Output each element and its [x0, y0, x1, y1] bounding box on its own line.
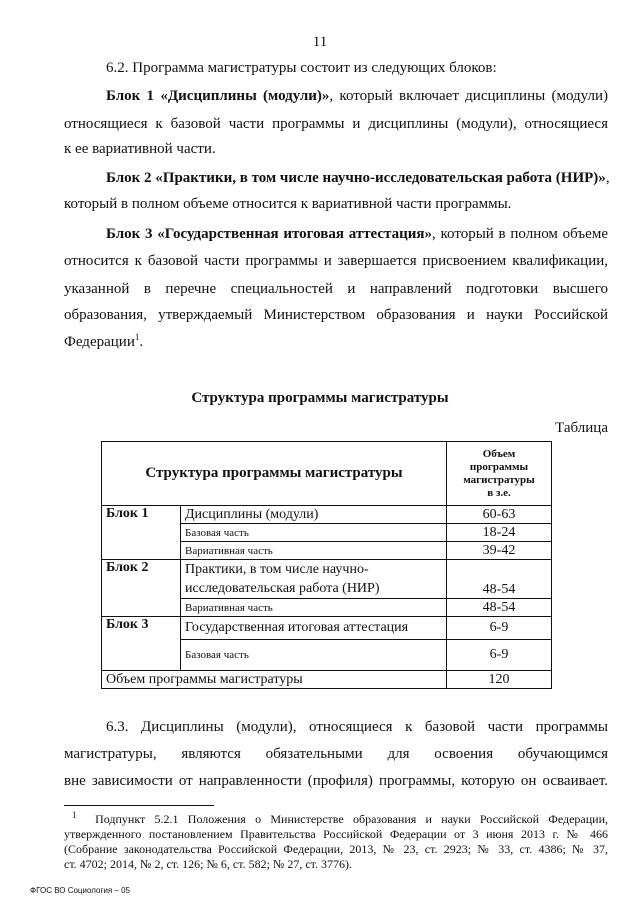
total-value: 120	[447, 671, 552, 689]
row-value: 48-54	[447, 599, 552, 617]
table-header-right	[447, 442, 552, 506]
row-name: Базовая часть	[181, 524, 447, 542]
table-row	[102, 560, 552, 599]
section-6-3-line3: вне зависимости от направленности (профиля) программы, которую он осваивает.	[64, 773, 608, 789]
block2-title: Блок 2 «Практики, в том числе научно-исследовательская работа (НИР)»	[106, 170, 606, 186]
block2-text: ,	[605, 170, 610, 186]
footnote-line1	[64, 812, 608, 827]
row-block-label: Блок 1	[102, 506, 181, 560]
row-name	[181, 560, 447, 599]
footnote	[64, 812, 608, 872]
footer-text: ФГОС ВО Социология – 05	[30, 886, 130, 895]
block3-line5	[64, 334, 608, 351]
header-right-line4: в з.е.	[487, 486, 511, 499]
row-name: Государственная итоговая аттестация	[181, 617, 447, 640]
page-number: 11	[312, 34, 328, 50]
header-right-line2: программы	[469, 460, 529, 473]
block3-line5-end: .	[139, 334, 144, 350]
row-value: 39-42	[447, 542, 552, 560]
footnote-line3: (Собрание законодательства Российской Федерации, 2013, № 23, ст. 2923; № 33, ст. 4386; № 37,	[64, 842, 608, 856]
table-header-left: Структура программы магистратуры	[102, 442, 447, 506]
footnote-mark: 1	[72, 810, 77, 820]
row-name: Дисциплины (модули)	[181, 506, 447, 524]
row-name: Вариативная часть	[181, 542, 447, 560]
block2-line1	[106, 170, 608, 187]
block3-line5-text: Федерации	[64, 334, 135, 350]
structure-table	[101, 441, 552, 689]
block3-line3: указанной в перечне специальностей и направлений подготовки высшего	[64, 281, 608, 297]
row-name-line2: исследовательская работа (НИР)	[185, 581, 380, 596]
block2-line2: который в полном объеме относится к вариативной части программы.	[64, 196, 512, 212]
table-header-row	[102, 442, 552, 506]
row-value: 6-9	[447, 640, 552, 671]
footnote-line4: ст. 4702; 2014, № 2, ст. 126; № 6, ст. 582; № 27, ст. 3776).	[64, 857, 353, 871]
row-block-label: Блок 3	[102, 617, 181, 671]
table-label: Таблица	[555, 420, 608, 436]
footnote-line1-text: Подпункт 5.2.1 Положения о Министерстве образования и науки Российской Федерации,	[95, 812, 609, 826]
block3-line2: относится к базовой части программы и завершается присвоением квалификации,	[64, 253, 608, 269]
footnote-ref[interactable]: 1	[134, 332, 140, 342]
block3-text: , который в полном объеме	[432, 226, 608, 242]
block1-text: , который включает дисциплины (модули)	[329, 88, 608, 104]
row-name-line1: Практики, в том числе научно-	[185, 562, 369, 577]
row-name: Базовая часть	[181, 640, 447, 671]
row-value: 60-63	[447, 506, 552, 524]
total-label: Объем программы магистратуры	[102, 671, 447, 689]
section-6-3-line2: магистратуры, являются обязательными для освоения обучающимся	[64, 746, 608, 762]
block1-title: Блок 1 «Дисциплины (модули)»	[106, 88, 330, 104]
table-row	[102, 617, 552, 640]
footnote-line2: утвержденного постановлением Правительства Российской Федерации от 3 июня 2013 г. № 466	[64, 827, 608, 841]
block3-title: Блок 3 «Государственная итоговая аттестация»	[106, 226, 433, 242]
block1-line3: к ее вариативной части.	[64, 141, 216, 157]
row-block-label: Блок 2	[102, 560, 181, 617]
row-value: 18-24	[447, 524, 552, 542]
section-6-2-intro: 6.2. Программа магистратуры состоит из следующих блоков:	[106, 60, 497, 76]
row-value: 6-9	[447, 617, 552, 640]
row-value: 48-54	[447, 560, 552, 599]
header-right-line1: Объем	[482, 447, 516, 460]
table-total-row	[102, 671, 552, 689]
table-caption: Структура программы магистратуры	[191, 390, 449, 406]
block1-line2: относящиеся к базовой части программы и дисциплины (модули), относящиеся	[64, 116, 608, 132]
table-row	[102, 506, 552, 524]
header-right-line3: магистратуры	[463, 473, 535, 486]
footnote-divider	[64, 805, 214, 806]
block3-line4: образования, утверждаемый Министерством образования и науки Российской	[64, 307, 608, 323]
section-6-3-line1: 6.3. Дисциплины (модули), относящиеся к базовой части программы	[106, 719, 608, 735]
block3-line1	[106, 226, 608, 243]
block1-line1	[106, 88, 608, 105]
row-name: Вариативная часть	[181, 599, 447, 617]
